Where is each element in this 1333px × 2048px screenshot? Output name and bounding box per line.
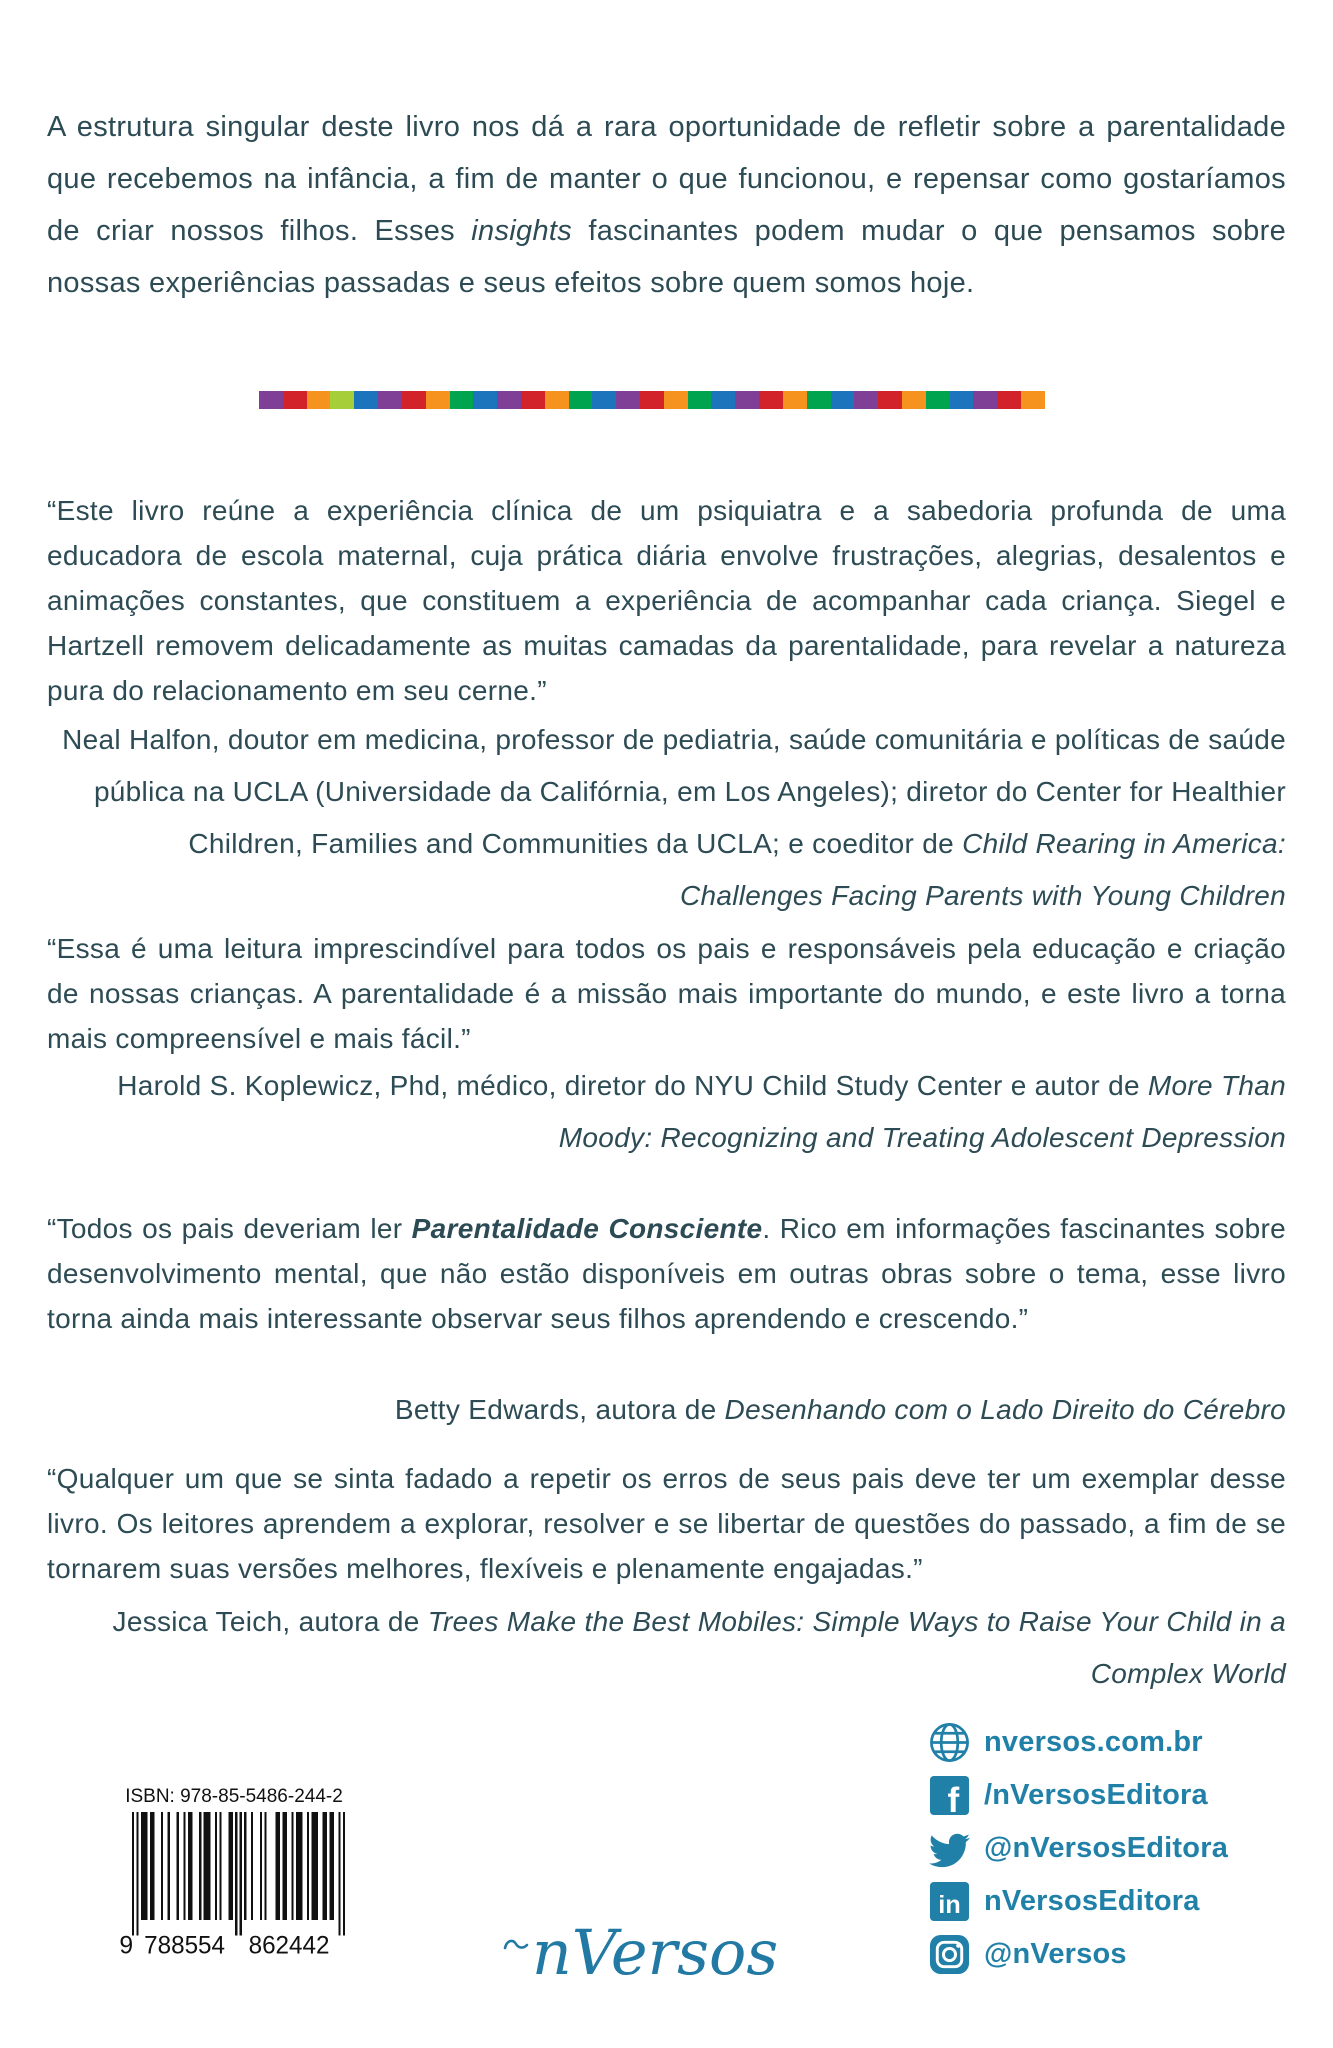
intro-text-pre: A estrutura singular deste livro nos dá a rara oportunidade de refletir sobre a parentalidade que recebemos na infância, a fim de manter o que funcionou, e repensar como gostaríamos de criar nossos filhos. Esses [47,111,1286,247]
linkedin-icon [928,1880,971,1923]
book-title-bold: Parentalidade Consciente [411,1213,763,1244]
stripe-square [926,391,950,409]
stripe-square [450,391,474,409]
stripe-square [616,391,640,409]
stripe-square [354,391,378,409]
stripe-square [521,391,545,409]
instagram-link [928,1932,1228,1977]
stripe-square [688,391,712,409]
stripe-square [640,391,664,409]
attribution-3-name: Betty Edwards, autora de [394,1394,725,1425]
linkedin-link [928,1879,1228,1924]
quote-2-text: “Essa é uma leitura imprescindível para todos os pais e responsáveis pela educação e criação de nossas crianças. A parentalidade é a missão mais importante do mundo, e este livro a torna mais compreensível e mais fácil.” [47,933,1286,1054]
stripe-square [330,391,354,409]
twitter-label: @nVersosEditora [984,1832,1229,1864]
stripe-square [283,391,307,409]
book-title-italic: Desenhando com o Lado Direito do Cérebro [724,1394,1286,1425]
stripe-square [854,391,878,409]
stripe-square [759,391,783,409]
barcode-digit-left: 9 [119,1932,134,1958]
stripe-square [735,391,759,409]
svg-text:in: in [938,1891,961,1920]
stripe-square [569,391,593,409]
attribution-4 [47,1596,1286,1700]
stripe-square [878,391,902,409]
attribution-2 [47,1060,1286,1164]
stripe-square [664,391,688,409]
stripe-square [473,391,497,409]
stripe-square [307,391,331,409]
isbn-label: ISBN: 978-85-5486-244-2 [125,1786,343,1807]
stripe-square [807,391,831,409]
quote-1 [47,488,1286,713]
intro-text-post: fascinantes podem mudar o que pensamos sobre nossas experiências passadas e seus efeitos sobre quem somos hoje. [47,215,1287,299]
attribution-3 [47,1384,1286,1436]
stripe-square [426,391,450,409]
quote-2 [47,926,1286,1061]
attribution-1-name: Neal Halfon, doutor em medicina, professor de pediatria, saúde comunitária e políticas de saúde pública na UCLA (Universidade da Califórnia, em Los Angeles); diretor do Center for Healthier Children, Families and Communities da UCLA; e coeditor de [62,724,1286,859]
stripe-square [902,391,926,409]
barcode-digits-group2: 862442 [248,1932,330,1958]
svg-text:f: f [947,1781,960,1817]
attribution-1 [47,714,1286,922]
stripe-square [831,391,855,409]
stripe-square [545,391,569,409]
attribution-2-name: Harold S. Koplewicz, Phd, médico, diretor do NYU Child Study Center e autor de [117,1070,1148,1101]
color-stripe [259,391,1045,409]
instagram-icon [928,1933,971,1976]
publisher-logo [430,1916,850,1989]
intro-emphasis: insights [471,215,573,247]
quote-3-post: . Rico em informações fascinantes sobre desenvolvimento mental, que não estão disponíveis em outras obras sobre o tema, esse livro torna ainda mais interessante observar seus filhos aprendendo e crescendo.” [47,1213,1286,1334]
publisher-logo-text: nVersos [531,1916,779,1989]
quote-3 [47,1206,1286,1341]
facebook-label: /nVersosEditora [984,1779,1208,1811]
instagram-label: @nVersos [984,1938,1127,1970]
stripe-square [259,391,283,409]
linkedin-label: nVersosEditora [984,1885,1200,1917]
book-title-italic: Child Rearing in America: Challenges Facing Parents with Young Children [679,828,1286,911]
website-label: nversos.com.br [984,1726,1203,1758]
globe-icon [928,1721,971,1764]
book-title-italic: More Than Moody: Recognizing and Treating Adolescent Depression [558,1070,1286,1153]
book-title-italic: Trees Make the Best Mobiles: Simple Ways to Raise Your Child in a Complex World [427,1606,1286,1689]
quote-1-text: “Este livro reúne a experiência clínica de um psiquiatra e a sabedoria profunda de uma educadora de escola maternal, cuja prática diária envolve frustrações, alegrias, desalentos e animações constantes, que constituem a experiência de acompanhar cada criança. Siegel e Hartzell removem delicadamente as muitas camadas da parentalidade, para revelar a natureza pura do relacionamento em seu cerne.” [47,495,1286,706]
barcode-digits-group1: 788554 [144,1932,226,1958]
twitter-icon [928,1827,971,1870]
stripe-square [783,391,807,409]
intro-paragraph [47,101,1286,309]
website-link [928,1720,1228,1765]
stripe-square [497,391,521,409]
quote-4 [47,1456,1286,1591]
quote-3-pre: “Todos os pais deveriam ler [47,1213,412,1244]
barcode [118,1812,350,1958]
stripe-square [1021,391,1045,409]
social-links [928,1720,1228,1985]
stripe-square [402,391,426,409]
stripe-square [378,391,402,409]
facebook-link [928,1773,1228,1818]
stripe-square [711,391,735,409]
twitter-link [928,1826,1228,1871]
quote-4-text: “Qualquer um que se sinta fadado a repetir os erros de seus pais deve ter um exemplar desse livro. Os leitores aprendem a explorar, resolver e se libertar de questões do passado, a fim de se tornarem suas versões melhores, flexíveis e plenamente engajadas.” [47,1463,1286,1584]
barcode-bars [132,1812,345,1936]
stripe-square [592,391,616,409]
attribution-4-name: Jessica Teich, autora de [112,1606,428,1637]
stripe-square [997,391,1021,409]
stripe-square [973,391,997,409]
stripe-square [950,391,974,409]
facebook-icon [928,1774,971,1817]
